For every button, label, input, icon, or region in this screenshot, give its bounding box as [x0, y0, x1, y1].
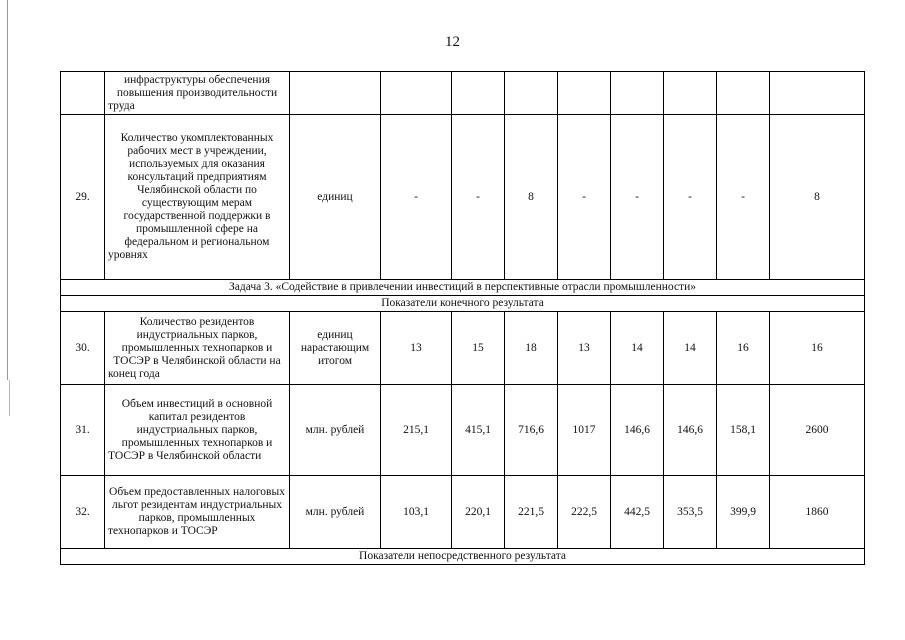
value-cell: -: [717, 115, 770, 280]
value-cell: [452, 72, 505, 115]
table-row-30: [61, 312, 865, 385]
row-number: [61, 72, 105, 115]
value-cell: [558, 72, 611, 115]
value-cell: -: [611, 115, 664, 280]
value-cell: 442,5: [611, 476, 664, 549]
indicator-name: Количество резидентов индустриальных парков, промышленных технопарков и ТОСЭР в Челябинской области на конец года: [105, 312, 290, 385]
value-cell: 103,1: [381, 476, 452, 549]
total-cell: 8: [770, 115, 865, 280]
task-heading: Задача 3. «Содействие в привлечении инвестиций в перспективные отрасли промышленности»: [61, 280, 865, 296]
value-cell: 13: [558, 312, 611, 385]
value-cell: 716,6: [505, 385, 558, 476]
value-cell: 215,1: [381, 385, 452, 476]
scan-edge-line: [7, 0, 8, 380]
table-row-32: [61, 476, 865, 549]
table-row-31: [61, 385, 865, 476]
value-cell: 353,5: [664, 476, 717, 549]
table-row-continuation: [61, 72, 865, 115]
table-row-task-heading: [61, 280, 865, 296]
value-cell: [505, 72, 558, 115]
value-cell: 14: [664, 312, 717, 385]
value-cell: -: [452, 115, 505, 280]
table-row-29: [61, 115, 865, 280]
value-cell: 14: [611, 312, 664, 385]
unit-cell: [290, 72, 381, 115]
page-number: 12: [445, 34, 460, 50]
row-number: 30.: [61, 312, 105, 385]
section-heading-direct: Показатели непосредственного результата: [61, 549, 865, 565]
value-cell: [611, 72, 664, 115]
value-cell: 8: [505, 115, 558, 280]
value-cell: 1017: [558, 385, 611, 476]
unit-cell: млн. рублей: [290, 385, 381, 476]
unit-cell: млн. рублей: [290, 476, 381, 549]
row-number: 29.: [61, 115, 105, 280]
value-cell: -: [381, 115, 452, 280]
value-cell: 16: [717, 312, 770, 385]
indicators-table: [60, 71, 865, 565]
unit-cell: единиц: [290, 115, 381, 280]
section-heading-final: Показатели конечного результата: [61, 296, 865, 312]
value-cell: 18: [505, 312, 558, 385]
value-cell: 15: [452, 312, 505, 385]
total-cell: 1860: [770, 476, 865, 549]
table-row-section-heading: [61, 296, 865, 312]
value-cell: 415,1: [452, 385, 505, 476]
row-number: 32.: [61, 476, 105, 549]
value-cell: [664, 72, 717, 115]
total-cell: 2600: [770, 385, 865, 476]
unit-cell: единиц нарастающим итогом: [290, 312, 381, 385]
value-cell: 222,5: [558, 476, 611, 549]
total-cell: 16: [770, 312, 865, 385]
indicator-name: Объем инвестиций в основной капитал резидентов индустриальных парков, промышленных технопарков и ТОСЭР в Челябинской области: [105, 385, 290, 476]
scan-edge-mark: [9, 380, 10, 416]
indicator-name: инфраструктуры обеспечения повышения производительности труда: [105, 72, 290, 115]
value-cell: -: [664, 115, 717, 280]
value-cell: 220,1: [452, 476, 505, 549]
value-cell: 399,9: [717, 476, 770, 549]
total-cell: [770, 72, 865, 115]
row-number: 31.: [61, 385, 105, 476]
table-row-section-heading: [61, 549, 865, 565]
value-cell: 221,5: [505, 476, 558, 549]
value-cell: [381, 72, 452, 115]
indicator-name: Количество укомплектованных рабочих мест в учреждении, используемых для оказания консультаций предприятиям Челябинской области по существующим мерам государственной поддержки в промышленной сфере на федеральном и региональном уровнях: [105, 115, 290, 280]
value-cell: 146,6: [664, 385, 717, 476]
value-cell: 146,6: [611, 385, 664, 476]
indicator-name: Объем предоставленных налоговых льгот резидентам индустриальных парков, промышленных технопарков и ТОСЭР: [105, 476, 290, 549]
value-cell: -: [558, 115, 611, 280]
value-cell: 13: [381, 312, 452, 385]
value-cell: 158,1: [717, 385, 770, 476]
value-cell: [717, 72, 770, 115]
